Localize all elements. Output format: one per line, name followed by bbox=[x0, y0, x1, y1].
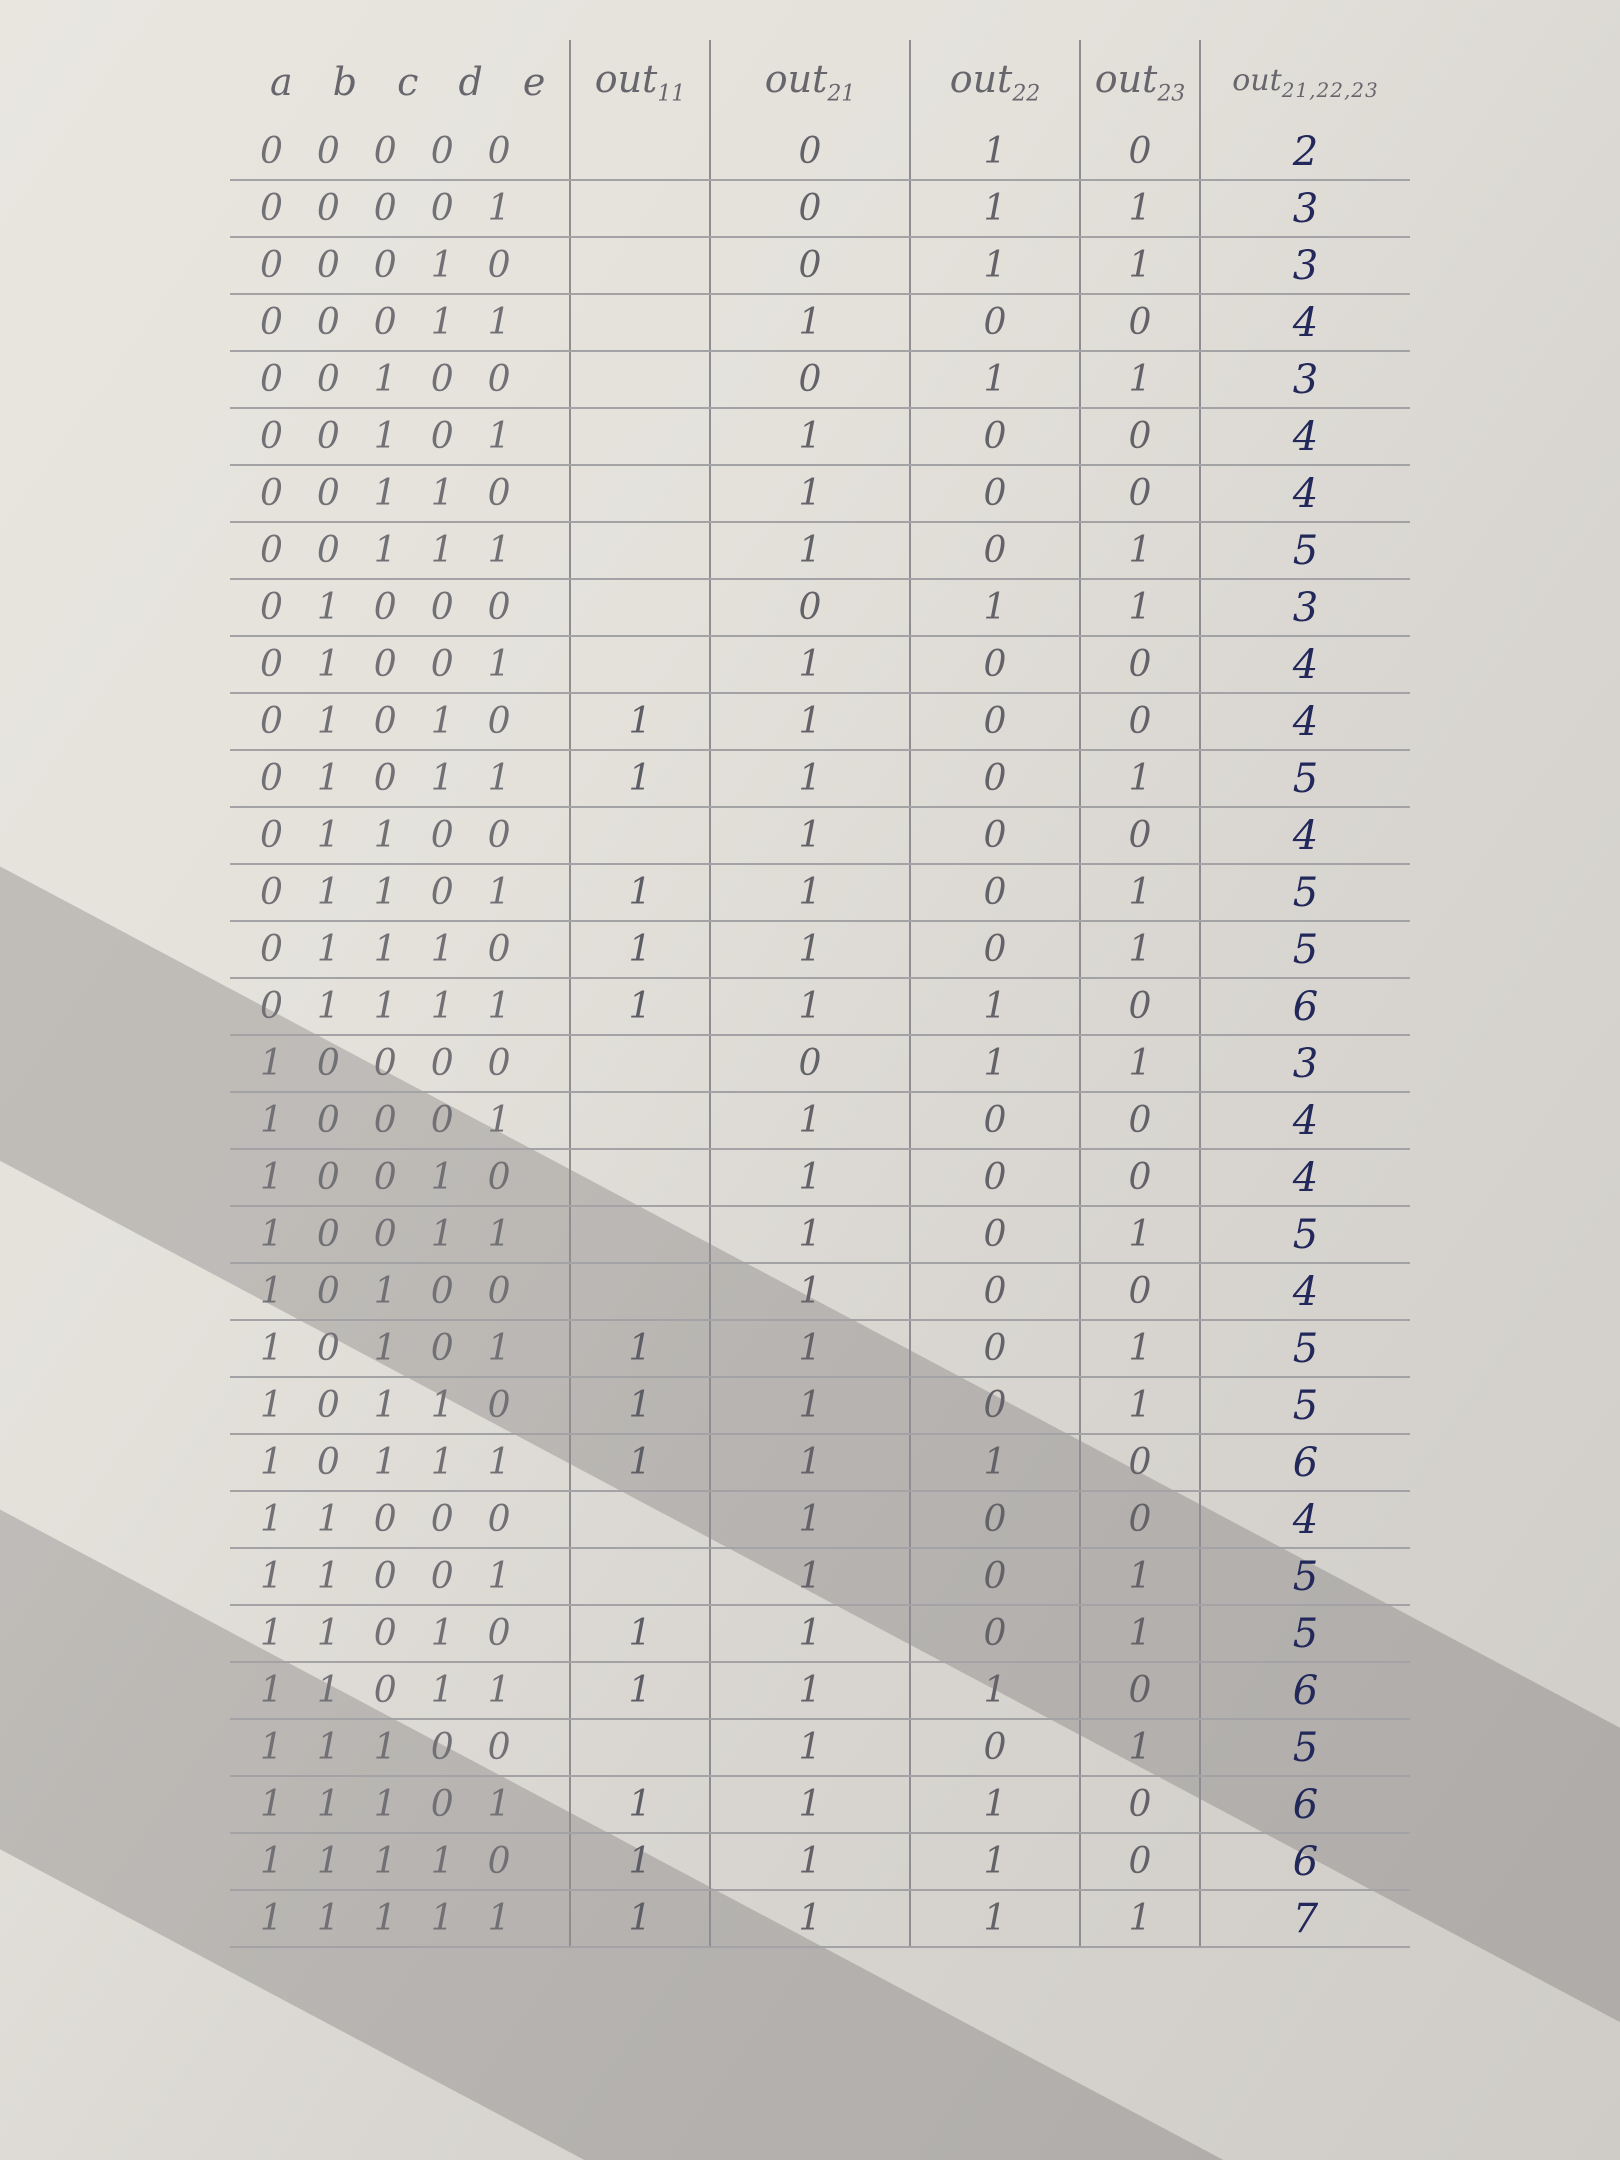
out21-cell: 1 bbox=[710, 1092, 910, 1149]
sum-cell: 5 bbox=[1200, 921, 1410, 978]
out11-cell: 1 bbox=[570, 1776, 710, 1833]
inputs-cell: 10010 bbox=[230, 1149, 570, 1206]
table-row bbox=[230, 1092, 1410, 1149]
sum-cell: 5 bbox=[1200, 1377, 1410, 1434]
table-row bbox=[230, 1263, 1410, 1320]
out23-cell: 1 bbox=[1080, 522, 1200, 579]
table-row bbox=[230, 1434, 1410, 1491]
out22-header: out$_{22}$ bbox=[910, 40, 1080, 124]
out11-cell: 1 bbox=[570, 1434, 710, 1491]
out23-cell: 0 bbox=[1080, 465, 1200, 522]
out23-cell: 1 bbox=[1080, 1206, 1200, 1263]
inputs-cell: 11010 bbox=[230, 1605, 570, 1662]
out21-cell: 1 bbox=[710, 921, 910, 978]
out23-cell: 0 bbox=[1080, 294, 1200, 351]
out22-cell: 0 bbox=[910, 1263, 1080, 1320]
table-row bbox=[230, 636, 1410, 693]
sum-cell: 4 bbox=[1200, 465, 1410, 522]
table-row bbox=[230, 807, 1410, 864]
out22-cell: 0 bbox=[910, 522, 1080, 579]
inputs-cell: 00011 bbox=[230, 294, 570, 351]
out22-cell: 1 bbox=[910, 978, 1080, 1035]
table-row bbox=[230, 978, 1410, 1035]
out21-cell: 1 bbox=[710, 807, 910, 864]
inputs-cell: 10011 bbox=[230, 1206, 570, 1263]
out23-cell: 1 bbox=[1080, 579, 1200, 636]
out23-header: out$_{23}$ bbox=[1080, 40, 1200, 124]
out22-cell: 0 bbox=[910, 1491, 1080, 1548]
inputs-cell: 11110 bbox=[230, 1833, 570, 1890]
out11-cell bbox=[570, 294, 710, 351]
out21-cell: 1 bbox=[710, 750, 910, 807]
out11-cell bbox=[570, 124, 710, 180]
sum-cell: 5 bbox=[1200, 864, 1410, 921]
out23-cell: 0 bbox=[1080, 1833, 1200, 1890]
inputs-cell: 11011 bbox=[230, 1662, 570, 1719]
out22-cell: 1 bbox=[910, 1890, 1080, 1947]
inputs-cell: 11101 bbox=[230, 1776, 570, 1833]
out23-cell: 0 bbox=[1080, 1149, 1200, 1206]
table-body bbox=[230, 124, 1410, 1947]
out22-cell: 1 bbox=[910, 124, 1080, 180]
inputs-cell: 00110 bbox=[230, 465, 570, 522]
out22-cell: 1 bbox=[910, 237, 1080, 294]
table-row bbox=[230, 180, 1410, 237]
inputs-cell: 11000 bbox=[230, 1491, 570, 1548]
inputs-cell: 00100 bbox=[230, 351, 570, 408]
inputs-cell: 00101 bbox=[230, 408, 570, 465]
table-row bbox=[230, 408, 1410, 465]
sum-cell: 4 bbox=[1200, 408, 1410, 465]
sum-cell: 2 bbox=[1200, 124, 1410, 180]
sum-cell: 4 bbox=[1200, 807, 1410, 864]
out23-cell: 1 bbox=[1080, 864, 1200, 921]
out23-cell: 1 bbox=[1080, 237, 1200, 294]
table-row bbox=[230, 237, 1410, 294]
table-row bbox=[230, 1833, 1410, 1890]
out11-cell: 1 bbox=[570, 1890, 710, 1947]
inputs-cell: 01100 bbox=[230, 807, 570, 864]
out23-cell: 0 bbox=[1080, 807, 1200, 864]
sum-cell: 5 bbox=[1200, 522, 1410, 579]
out21-header: out$_{21}$ bbox=[710, 40, 910, 124]
out23-cell: 0 bbox=[1080, 1776, 1200, 1833]
out23-cell: 1 bbox=[1080, 1890, 1200, 1947]
out23-cell: 1 bbox=[1080, 750, 1200, 807]
inputs-cell: 01110 bbox=[230, 921, 570, 978]
out21-cell: 1 bbox=[710, 1263, 910, 1320]
out22-cell: 0 bbox=[910, 864, 1080, 921]
sum-cell: 6 bbox=[1200, 1662, 1410, 1719]
out22-cell: 0 bbox=[910, 1206, 1080, 1263]
out22-cell: 0 bbox=[910, 750, 1080, 807]
out11-cell bbox=[570, 636, 710, 693]
out21-cell: 1 bbox=[710, 1149, 910, 1206]
out21-cell: 1 bbox=[710, 693, 910, 750]
out11-cell: 1 bbox=[570, 1662, 710, 1719]
out23-cell: 1 bbox=[1080, 1035, 1200, 1092]
inputs-cell: 01000 bbox=[230, 579, 570, 636]
inputs-cell: 01010 bbox=[230, 693, 570, 750]
out21-cell: 1 bbox=[710, 1776, 910, 1833]
inputs-cell: 01111 bbox=[230, 978, 570, 1035]
out11-cell bbox=[570, 465, 710, 522]
out22-cell: 0 bbox=[910, 1149, 1080, 1206]
out22-cell: 0 bbox=[910, 1548, 1080, 1605]
out21-cell: 0 bbox=[710, 579, 910, 636]
out22-cell: 1 bbox=[910, 1833, 1080, 1890]
inputs-header: a b c d e bbox=[230, 40, 570, 124]
out22-cell: 0 bbox=[910, 294, 1080, 351]
table-row bbox=[230, 351, 1410, 408]
table-row bbox=[230, 1377, 1410, 1434]
out23-cell: 0 bbox=[1080, 1092, 1200, 1149]
sum-cell: 4 bbox=[1200, 1263, 1410, 1320]
out21-cell: 1 bbox=[710, 864, 910, 921]
out22-cell: 0 bbox=[910, 1092, 1080, 1149]
out22-cell: 1 bbox=[910, 1662, 1080, 1719]
out22-cell: 1 bbox=[910, 1776, 1080, 1833]
out11-cell bbox=[570, 522, 710, 579]
out22-cell: 1 bbox=[910, 1434, 1080, 1491]
out22-cell: 0 bbox=[910, 636, 1080, 693]
out23-cell: 0 bbox=[1080, 1491, 1200, 1548]
sum-cell: 3 bbox=[1200, 180, 1410, 237]
out23-cell: 1 bbox=[1080, 921, 1200, 978]
table-row bbox=[230, 1776, 1410, 1833]
out21-cell: 1 bbox=[710, 1890, 910, 1947]
out23-cell: 0 bbox=[1080, 1434, 1200, 1491]
table-row bbox=[230, 579, 1410, 636]
sum-cell: 4 bbox=[1200, 693, 1410, 750]
out21-cell: 1 bbox=[710, 1605, 910, 1662]
out21-cell: 0 bbox=[710, 124, 910, 180]
out11-cell bbox=[570, 408, 710, 465]
out22-cell: 1 bbox=[910, 180, 1080, 237]
sum-cell: 5 bbox=[1200, 1206, 1410, 1263]
inputs-cell: 10001 bbox=[230, 1092, 570, 1149]
table-row bbox=[230, 921, 1410, 978]
out23-cell: 0 bbox=[1080, 1662, 1200, 1719]
sum-cell: 7 bbox=[1200, 1890, 1410, 1947]
sum-cell: 5 bbox=[1200, 1719, 1410, 1776]
inputs-cell: 00000 bbox=[230, 124, 570, 180]
out21-cell: 0 bbox=[710, 351, 910, 408]
sum-cell: 5 bbox=[1200, 1605, 1410, 1662]
sum-cell: 6 bbox=[1200, 978, 1410, 1035]
inputs-cell: 10000 bbox=[230, 1035, 570, 1092]
table-row bbox=[230, 1491, 1410, 1548]
out11-cell: 1 bbox=[570, 1320, 710, 1377]
out22-cell: 0 bbox=[910, 465, 1080, 522]
table-row bbox=[230, 294, 1410, 351]
out11-cell: 1 bbox=[570, 1605, 710, 1662]
table-row bbox=[230, 1719, 1410, 1776]
table-row bbox=[230, 1890, 1410, 1947]
out22-cell: 0 bbox=[910, 921, 1080, 978]
sum-cell: 6 bbox=[1200, 1776, 1410, 1833]
out23-cell: 0 bbox=[1080, 636, 1200, 693]
out11-cell: 1 bbox=[570, 1377, 710, 1434]
table-row bbox=[230, 864, 1410, 921]
out21-cell: 0 bbox=[710, 237, 910, 294]
table-row bbox=[230, 1548, 1410, 1605]
out21-cell: 1 bbox=[710, 1662, 910, 1719]
out23-cell: 0 bbox=[1080, 124, 1200, 180]
out23-cell: 1 bbox=[1080, 1605, 1200, 1662]
sum-cell: 3 bbox=[1200, 237, 1410, 294]
out22-cell: 0 bbox=[910, 1605, 1080, 1662]
sum-cell: 4 bbox=[1200, 1149, 1410, 1206]
inputs-cell: 10111 bbox=[230, 1434, 570, 1491]
out11-header: out$_{11}$ bbox=[570, 40, 710, 124]
out21-cell: 0 bbox=[710, 180, 910, 237]
truth-table bbox=[230, 40, 1410, 1948]
out21-cell: 1 bbox=[710, 1206, 910, 1263]
out11-cell bbox=[570, 1263, 710, 1320]
out21-cell: 1 bbox=[710, 465, 910, 522]
out11-cell bbox=[570, 1149, 710, 1206]
sum-cell: 3 bbox=[1200, 1035, 1410, 1092]
sum-cell: 5 bbox=[1200, 750, 1410, 807]
sum-cell: 6 bbox=[1200, 1434, 1410, 1491]
out21-cell: 1 bbox=[710, 1719, 910, 1776]
sum-cell: 6 bbox=[1200, 1833, 1410, 1890]
inputs-cell: 01101 bbox=[230, 864, 570, 921]
out21-cell: 1 bbox=[710, 522, 910, 579]
table-row bbox=[230, 1605, 1410, 1662]
out21-cell: 1 bbox=[710, 636, 910, 693]
out11-cell bbox=[570, 1548, 710, 1605]
out23-cell: 0 bbox=[1080, 408, 1200, 465]
inputs-cell: 10100 bbox=[230, 1263, 570, 1320]
inputs-cell: 11111 bbox=[230, 1890, 570, 1947]
out22-cell: 0 bbox=[910, 1377, 1080, 1434]
inputs-cell: 10110 bbox=[230, 1377, 570, 1434]
out21-cell: 1 bbox=[710, 1491, 910, 1548]
table-row bbox=[230, 1206, 1410, 1263]
out11-cell: 1 bbox=[570, 1833, 710, 1890]
out22-cell: 0 bbox=[910, 693, 1080, 750]
inputs-cell: 10101 bbox=[230, 1320, 570, 1377]
out11-cell bbox=[570, 1719, 710, 1776]
out22-cell: 0 bbox=[910, 408, 1080, 465]
out11-cell bbox=[570, 1035, 710, 1092]
out11-cell bbox=[570, 1491, 710, 1548]
sum-header: out$_{21,22,23}$ bbox=[1232, 62, 1379, 102]
inputs-cell: 11100 bbox=[230, 1719, 570, 1776]
sum-cell: 5 bbox=[1200, 1548, 1410, 1605]
out21-cell: 1 bbox=[710, 1833, 910, 1890]
header-row bbox=[230, 40, 1410, 124]
out21-cell: 1 bbox=[710, 1377, 910, 1434]
out23-cell: 1 bbox=[1080, 1320, 1200, 1377]
out22-cell: 0 bbox=[910, 1719, 1080, 1776]
out22-cell: 0 bbox=[910, 807, 1080, 864]
inputs-cell: 00010 bbox=[230, 237, 570, 294]
out11-cell bbox=[570, 351, 710, 408]
table-row bbox=[230, 465, 1410, 522]
out22-cell: 1 bbox=[910, 1035, 1080, 1092]
out11-cell: 1 bbox=[570, 978, 710, 1035]
inputs-cell: 00111 bbox=[230, 522, 570, 579]
out23-cell: 0 bbox=[1080, 693, 1200, 750]
out21-cell: 1 bbox=[710, 294, 910, 351]
out11-cell bbox=[570, 237, 710, 294]
truth-table-sheet bbox=[230, 40, 1410, 2140]
out11-cell bbox=[570, 1092, 710, 1149]
inputs-cell: 11001 bbox=[230, 1548, 570, 1605]
out11-cell bbox=[570, 180, 710, 237]
out21-cell: 1 bbox=[710, 978, 910, 1035]
out11-cell bbox=[570, 807, 710, 864]
table-row bbox=[230, 1149, 1410, 1206]
out11-cell bbox=[570, 579, 710, 636]
out21-cell: 1 bbox=[710, 1320, 910, 1377]
out22-cell: 1 bbox=[910, 579, 1080, 636]
out21-cell: 1 bbox=[710, 1548, 910, 1605]
out11-cell: 1 bbox=[570, 750, 710, 807]
sum-cell: 5 bbox=[1200, 1320, 1410, 1377]
sum-cell: 4 bbox=[1200, 294, 1410, 351]
out11-cell bbox=[570, 1206, 710, 1263]
out23-cell: 1 bbox=[1080, 1719, 1200, 1776]
table-row bbox=[230, 1662, 1410, 1719]
sum-cell: 4 bbox=[1200, 1491, 1410, 1548]
sum-cell: 4 bbox=[1200, 636, 1410, 693]
out23-cell: 1 bbox=[1080, 351, 1200, 408]
sum-cell: 3 bbox=[1200, 351, 1410, 408]
out11-cell: 1 bbox=[570, 693, 710, 750]
out22-cell: 0 bbox=[910, 1320, 1080, 1377]
table-row bbox=[230, 1035, 1410, 1092]
inputs-cell: 01001 bbox=[230, 636, 570, 693]
out23-cell: 0 bbox=[1080, 978, 1200, 1035]
out11-cell: 1 bbox=[570, 921, 710, 978]
sum-cell: 4 bbox=[1200, 1092, 1410, 1149]
table-row bbox=[230, 124, 1410, 180]
table-row bbox=[230, 750, 1410, 807]
out21-cell: 0 bbox=[710, 1035, 910, 1092]
inputs-cell: 01011 bbox=[230, 750, 570, 807]
table-row bbox=[230, 693, 1410, 750]
out21-cell: 1 bbox=[710, 1434, 910, 1491]
out22-cell: 1 bbox=[910, 351, 1080, 408]
sum-cell: 3 bbox=[1200, 579, 1410, 636]
table-row bbox=[230, 522, 1410, 579]
out11-cell: 1 bbox=[570, 864, 710, 921]
out21-cell: 1 bbox=[710, 408, 910, 465]
out23-cell: 0 bbox=[1080, 1263, 1200, 1320]
table-row bbox=[230, 1320, 1410, 1377]
out23-cell: 1 bbox=[1080, 1548, 1200, 1605]
out23-cell: 1 bbox=[1080, 180, 1200, 237]
inputs-cell: 00001 bbox=[230, 180, 570, 237]
out23-cell: 1 bbox=[1080, 1377, 1200, 1434]
